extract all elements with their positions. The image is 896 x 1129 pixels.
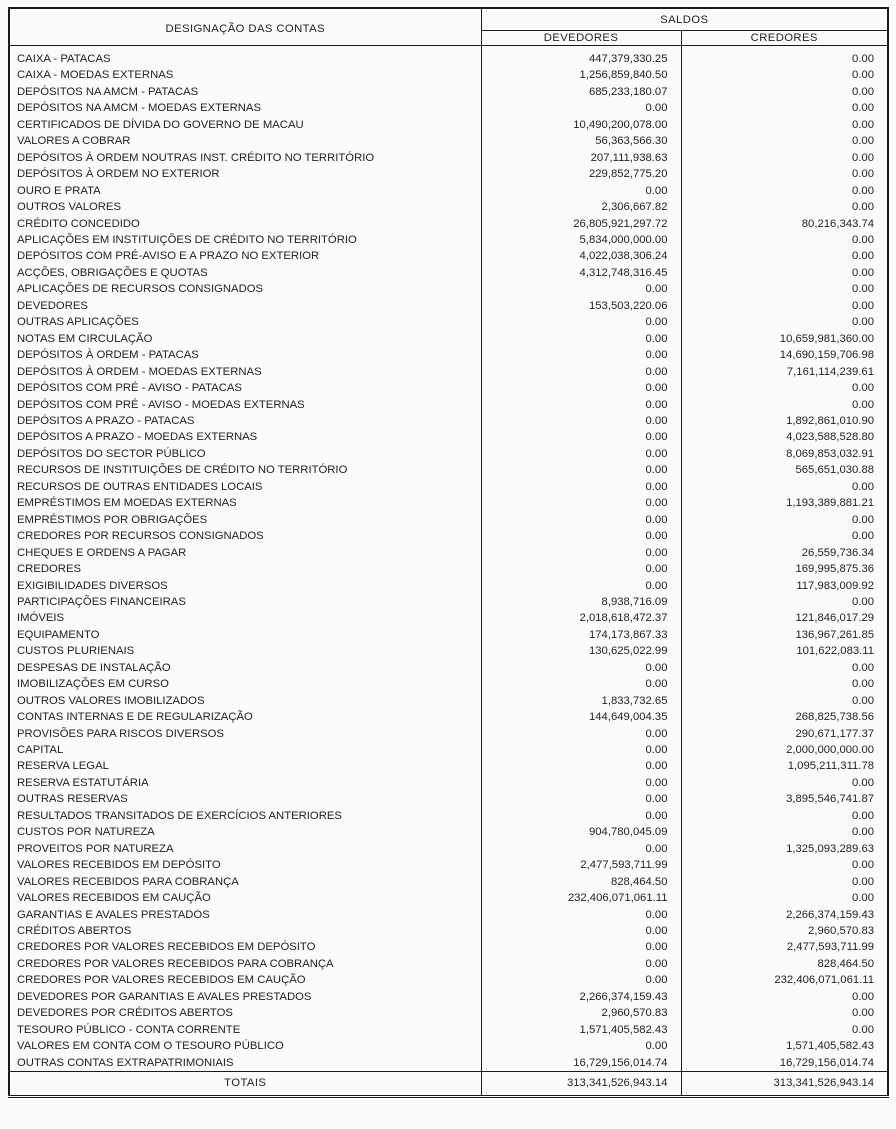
credores-value: 8,069,853,032.91 [681,446,888,462]
devedores-value: 4,312,748,316.45 [481,265,681,281]
credores-value: 2,000,000,000.00 [681,742,888,758]
devedores-value: 0.00 [481,923,681,939]
credores-value: 0.00 [681,150,888,166]
devedores-value: 8,938,716.09 [481,594,681,610]
credores-value: 0.00 [681,693,888,709]
credores-value: 0.00 [681,67,888,83]
account-name: CUSTOS POR NATUREZA [17,826,155,839]
devedores-value: 229,852,775.20 [481,166,681,182]
account-name: CHEQUES E ORDENS A PAGAR [17,546,187,559]
account-name: IMÓVEIS [17,612,65,625]
table-row [9,660,888,676]
table-row [9,183,888,199]
account-name: CREDORES POR VALORES RECEBIDOS PARA COBRANÇA [17,957,334,970]
credores-value: 0.00 [681,808,888,824]
column-header-designacao: DESIGNAÇÃO DAS CONTAS [9,8,481,46]
table-row [9,907,888,923]
devedores-value: 0.00 [481,331,681,347]
credores-value: 117,983,009.92 [681,578,888,594]
devedores-value: 0.00 [481,939,681,955]
account-name: VALORES RECEBIDOS EM CAUÇÃO [17,892,211,905]
credores-value: 0.00 [681,676,888,692]
account-name: RESERVA ESTATUTÁRIA [17,776,149,789]
account-name: CAIXA - MOEDAS EXTERNAS [17,69,174,82]
table-row [9,742,888,758]
account-name: DESPESAS DE INSTALAÇÃO [17,661,171,674]
credores-value: 0.00 [681,281,888,297]
table-row [9,758,888,774]
credores-value: 0.00 [681,479,888,495]
table-row [9,1055,888,1072]
column-header-devedores: DEVEDORES [481,31,681,46]
devedores-value: 1,833,732.65 [481,693,681,709]
table-row [9,67,888,83]
account-name: RESULTADOS TRANSITADOS DE EXERCÍCIOS ANTERIORES [17,809,342,822]
devedores-value: 0.00 [481,380,681,396]
table-row [9,265,888,281]
account-name: PROVISÕES PARA RISCOS DIVERSOS [17,727,224,740]
credores-value: 232,406,071,061.11 [681,972,888,988]
devedores-value: 0.00 [481,100,681,116]
account-name: EMPRÉSTIMOS EM MOEDAS EXTERNAS [17,497,237,510]
account-name: CREDORES POR RECURSOS CONSIGNADOS [17,530,264,543]
table-row [9,216,888,232]
devedores-value: 0.00 [481,446,681,462]
table-row [9,890,888,906]
credores-value: 10,659,981,360.00 [681,331,888,347]
table-row [9,84,888,100]
table-row [9,841,888,857]
table-row [9,248,888,264]
table-row [9,923,888,939]
account-name: RECURSOS DE OUTRAS ENTIDADES LOCAIS [17,480,263,493]
credores-value: 1,571,405,582.43 [681,1038,888,1054]
table-row [9,397,888,413]
account-name: DEPÓSITOS COM PRÉ - AVISO - MOEDAS EXTERNAS [17,398,305,411]
devedores-value: 0.00 [481,956,681,972]
credores-value: 80,216,343.74 [681,216,888,232]
credores-value: 290,671,177.37 [681,726,888,742]
account-name: OUTRAS CONTAS EXTRAPATRIMONIAIS [17,1056,234,1069]
account-name: DEPÓSITOS À ORDEM - PATACAS [17,349,199,362]
account-name: EMPRÉSTIMOS POR OBRIGAÇÕES [17,513,208,526]
totals-devedores-value: 313,341,526,943.14 [481,1072,681,1097]
credores-value: 828,464.50 [681,956,888,972]
credores-value: 0.00 [681,512,888,528]
table-row [9,627,888,643]
devedores-value: 0.00 [481,791,681,807]
credores-value: 1,892,861,010.90 [681,413,888,429]
devedores-value: 0.00 [481,578,681,594]
table-row [9,446,888,462]
devedores-value: 26,805,921,297.72 [481,216,681,232]
account-name: DEPÓSITOS COM PRÉ - AVISO - PATACAS [17,382,242,395]
table-row [9,972,888,988]
credores-value: 101,622,083.11 [681,643,888,659]
table-row [9,578,888,594]
account-name: RECURSOS DE INSTITUIÇÕES DE CRÉDITO NO TERRITÓRIO [17,464,348,477]
credores-value: 0.00 [681,314,888,330]
credores-value: 565,651,030.88 [681,462,888,478]
credores-value: 0.00 [681,397,888,413]
account-name: OUTROS VALORES IMOBILIZADOS [17,694,205,707]
devedores-value: 904,780,045.09 [481,824,681,840]
credores-value: 4,023,588,528.80 [681,429,888,445]
totals-row [9,1072,888,1097]
devedores-value: 174,173,867.33 [481,627,681,643]
credores-value: 0.00 [681,133,888,149]
devedores-value: 0.00 [481,742,681,758]
totals-section [9,1072,888,1097]
account-name: RESERVA LEGAL [17,760,109,773]
credores-value: 0.00 [681,660,888,676]
account-name: CUSTOS PLURIENAIS [17,645,135,658]
devedores-value: 56,363,566.30 [481,133,681,149]
table-row [9,561,888,577]
devedores-value: 0.00 [481,758,681,774]
account-name: CERTIFICADOS DE DÍVIDA DO GOVERNO DE MACAU [17,118,304,131]
devedores-value: 0.00 [481,775,681,791]
devedores-value: 0.00 [481,545,681,561]
credores-value: 14,690,159,706.98 [681,347,888,363]
table-header [9,8,888,46]
account-name: CAPITAL [17,744,64,757]
credores-value: 0.00 [681,528,888,544]
credores-value: 0.00 [681,824,888,840]
credores-value: 0.00 [681,166,888,182]
column-header-saldos: SALDOS [481,8,888,31]
account-name: DEPÓSITOS À ORDEM - MOEDAS EXTERNAS [17,365,262,378]
table-row [9,693,888,709]
account-name: APLICAÇÕES EM INSTITUIÇÕES DE CRÉDITO NO TERRITÓRIO [17,233,357,246]
table-row [9,709,888,725]
table-row [9,956,888,972]
account-name: DEPÓSITOS À ORDEM NOUTRAS INST. CRÉDITO NO TERRITÓRIO [17,151,375,164]
table-row [9,150,888,166]
account-name: OURO E PRATA [17,184,101,197]
table-row [9,495,888,511]
devedores-value: 0.00 [481,364,681,380]
account-name: NOTAS EM CIRCULAÇÃO [17,332,153,345]
credores-value: 1,325,093,289.63 [681,841,888,857]
credores-value: 0.00 [681,183,888,199]
account-name: OUTRAS RESERVAS [17,793,128,806]
credores-value: 169,995,875.36 [681,561,888,577]
table-row [9,989,888,1005]
table-row [9,726,888,742]
devedores-value: 2,018,618,472.37 [481,610,681,626]
devedores-value: 10,490,200,078.00 [481,117,681,133]
devedores-value: 0.00 [481,660,681,676]
credores-value: 0.00 [681,248,888,264]
account-name: DEPÓSITOS NA AMCM - PATACAS [17,85,199,98]
account-name: TESOURO PÚBLICO - CONTA CORRENTE [17,1023,241,1036]
table-row [9,298,888,314]
table-row [9,232,888,248]
table-row [9,1005,888,1021]
account-name: GARANTIAS E AVALES PRESTADOS [17,908,210,921]
devedores-value: 153,503,220.06 [481,298,681,314]
table-row [9,479,888,495]
devedores-value: 1,571,405,582.43 [481,1022,681,1038]
table-row [9,429,888,445]
devedores-value: 0.00 [481,462,681,478]
credores-value: 0.00 [681,874,888,890]
account-name: CONTAS INTERNAS E DE REGULARIZAÇÃO [17,711,253,724]
devedores-value: 447,379,330.25 [481,46,681,68]
credores-value: 26,559,736.34 [681,545,888,561]
devedores-value: 0.00 [481,281,681,297]
devedores-value: 0.00 [481,528,681,544]
table-row [9,413,888,429]
account-name: PROVEITOS POR NATUREZA [17,842,174,855]
devedores-value: 0.00 [481,512,681,528]
devedores-value: 0.00 [481,561,681,577]
table-row [9,775,888,791]
account-name: VALORES RECEBIDOS PARA COBRANÇA [17,875,239,888]
credores-value: 16,729,156,014.74 [681,1055,888,1072]
credores-value: 0.00 [681,199,888,215]
account-name: DEPÓSITOS DO SECTOR PÚBLICO [17,447,206,460]
account-name: DEVEDORES [17,299,88,312]
credores-value: 0.00 [681,857,888,873]
table-row [9,331,888,347]
table-row [9,1022,888,1038]
accounts-table-body [9,46,888,1072]
account-name: ACÇÕES, OBRIGAÇÕES E QUOTAS [17,266,208,279]
devedores-value: 144,649,004.35 [481,709,681,725]
account-name: CRÉDITO CONCEDIDO [17,217,140,230]
credores-value: 7,161,114,239.61 [681,364,888,380]
account-name: VALORES A COBRAR [17,135,131,148]
table-row [9,512,888,528]
table-row [9,528,888,544]
table-row [9,364,888,380]
account-name: CREDORES POR VALORES RECEBIDOS EM DEPÓSITO [17,941,316,954]
account-name: DEPÓSITOS COM PRÉ-AVISO E A PRAZO NO EXTERIOR [17,250,320,263]
devedores-value: 2,960,570.83 [481,1005,681,1021]
devedores-value: 0.00 [481,972,681,988]
devedores-value: 2,477,593,711.99 [481,857,681,873]
devedores-value: 5,834,000,000.00 [481,232,681,248]
devedores-value: 0.00 [481,841,681,857]
devedores-value: 0.00 [481,495,681,511]
credores-value: 0.00 [681,594,888,610]
account-name: EQUIPAMENTO [17,628,100,641]
account-name: PARTICIPAÇÕES FINANCEIRAS [17,595,186,608]
column-header-credores: CREDORES [681,31,888,46]
devedores-value: 0.00 [481,676,681,692]
table-row [9,281,888,297]
devedores-value: 130,625,022.99 [481,643,681,659]
credores-value: 0.00 [681,890,888,906]
credores-value: 0.00 [681,232,888,248]
devedores-value: 0.00 [481,397,681,413]
credores-value: 1,095,211,311.78 [681,758,888,774]
table-row [9,46,888,68]
credores-value: 0.00 [681,380,888,396]
credores-value: 2,960,570.83 [681,923,888,939]
devedores-value: 0.00 [481,808,681,824]
credores-value: 1,193,389,881.21 [681,495,888,511]
account-name: VALORES EM CONTA COM O TESOURO PÚBLICO [17,1040,284,1053]
credores-value: 0.00 [681,46,888,68]
devedores-value: 1,256,859,840.50 [481,67,681,83]
devedores-value: 0.00 [481,413,681,429]
credores-value: 0.00 [681,1022,888,1038]
table-row [9,133,888,149]
credores-value: 0.00 [681,1005,888,1021]
table-row [9,117,888,133]
table-row [9,643,888,659]
devedores-value: 0.00 [481,907,681,923]
account-name: VALORES RECEBIDOS EM DEPÓSITO [17,859,221,872]
table-row [9,808,888,824]
credores-value: 0.00 [681,298,888,314]
accounts-balance-table [8,7,889,1098]
table-row [9,462,888,478]
devedores-value: 0.00 [481,479,681,495]
table-row [9,857,888,873]
account-name: CRÉDITOS ABERTOS [17,925,132,938]
table-row [9,791,888,807]
credores-value: 3,895,546,741.87 [681,791,888,807]
credores-value: 2,477,593,711.99 [681,939,888,955]
devedores-value: 4,022,038,306.24 [481,248,681,264]
account-name: DEPÓSITOS NA AMCM - MOEDAS EXTERNAS [17,102,261,115]
table-row [9,594,888,610]
devedores-value: 685,233,180.07 [481,84,681,100]
account-name: CAIXA - PATACAS [17,53,111,65]
devedores-value: 2,306,667.82 [481,199,681,215]
devedores-value: 207,111,938.63 [481,150,681,166]
devedores-value: 0.00 [481,1038,681,1054]
credores-value: 0.00 [681,100,888,116]
table-row [9,676,888,692]
table-row [9,824,888,840]
table-row [9,314,888,330]
account-name: DEPÓSITOS A PRAZO - MOEDAS EXTERNAS [17,431,258,444]
devedores-value: 0.00 [481,347,681,363]
credores-value: 136,967,261.85 [681,627,888,643]
table-row [9,100,888,116]
table-row [9,199,888,215]
account-name: OUTRAS APLICAÇÕES [17,316,139,329]
account-name: DEVEDORES POR CRÉDITOS ABERTOS [17,1007,233,1020]
account-name: DEVEDORES POR GARANTIAS E AVALES PRESTADOS [17,990,312,1003]
account-name: CREDORES [17,563,82,576]
account-name: DEPÓSITOS À ORDEM NO EXTERIOR [17,168,220,181]
table-row [9,610,888,626]
table-row [9,939,888,955]
account-name: APLICAÇÕES DE RECURSOS CONSIGNADOS [17,283,264,296]
devedores-value: 16,729,156,014.74 [481,1055,681,1072]
totals-credores-value: 313,341,526,943.14 [681,1072,888,1097]
table-row [9,347,888,363]
credores-value: 2,266,374,159.43 [681,907,888,923]
table-row [9,166,888,182]
credores-value: 121,846,017.29 [681,610,888,626]
devedores-value: 0.00 [481,183,681,199]
credores-value: 0.00 [681,265,888,281]
devedores-value: 828,464.50 [481,874,681,890]
devedores-value: 0.00 [481,429,681,445]
table-row [9,874,888,890]
account-name: EXIGIBILIDADES DIVERSOS [17,579,168,592]
credores-value: 0.00 [681,117,888,133]
devedores-value: 0.00 [481,726,681,742]
account-name: CREDORES POR VALORES RECEBIDOS EM CAUÇÃO [17,974,306,987]
credores-value: 0.00 [681,989,888,1005]
credores-value: 0.00 [681,775,888,791]
totals-label: TOTAIS [9,1072,481,1097]
devedores-value: 2,266,374,159.43 [481,989,681,1005]
account-name: OUTROS VALORES [17,201,121,214]
account-name: DEPÓSITOS A PRAZO - PATACAS [17,414,195,427]
credores-value: 268,825,738.56 [681,709,888,725]
table-row [9,545,888,561]
credores-value: 0.00 [681,84,888,100]
devedores-value: 0.00 [481,314,681,330]
table-row [9,1038,888,1054]
table-row [9,380,888,396]
account-name: IMOBILIZAÇÕES EM CURSO [17,678,169,691]
devedores-value: 232,406,071,061.11 [481,890,681,906]
